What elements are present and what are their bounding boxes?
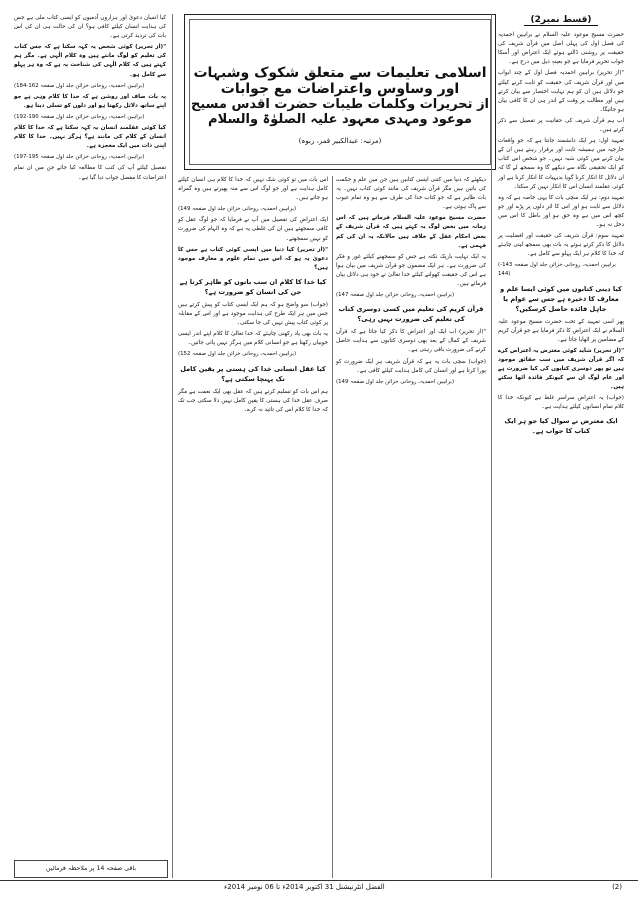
installment-text: (قسط نمبر2) — [524, 15, 597, 26]
section-heading: کیا عقل انسانی خدا کی ہستی پر یقین کامل تک پہنچا سکتی ہے؟ — [180, 364, 326, 383]
paragraph: حضرت مسیح موعود علیہ السلام فرماتے ہیں کہ اس زمانہ میں بعض لوگ یہ کہتے ہیں کہ قرآن شریف کے بعض احکام عقل کے خلاف ہیں حالانکہ یہ ان کی کم فہمی ہے۔ — [336, 215, 486, 249]
reference: (براہین احمدیہ، روحانی خزائن جلد اول صفحہ 152) — [178, 351, 297, 358]
paragraph: "(از تحریر) کوئی شخص یہ کہہ سکتا ہے کہ جس کتاب کی تعلیم کو لوگ مانتے ہیں وہ کلام الٰہی ہے۔ مگر ہم کہتے ہیں کہ کلام الٰہی کی شناخت یہ ہے کہ وہ ہر پہلو سے کامل ہو۔ — [14, 44, 166, 78]
paragraph: (جواب) سو واضح ہو کہ ہم ایک ایسی کتاب کو پیش کرتے ہیں جس میں ہر ایک طرح کی ہدایت موجود ہے اور اس کے مقابلہ پر کوئی کتاب پیش نہیں کی جا سکتی۔ — [178, 301, 328, 327]
column-3 — [178, 176, 328, 876]
column-divider — [172, 14, 173, 878]
paragraph: تمہید اول: ہر ایک دانشمند جانتا ہے کہ جو واقعات خارجیہ میں ہمیشہ ثابت اور برقرار رہتے ہیں ان کے بیان کرنے میں کوئی شبہ نہیں۔ جو شخص اس کتاب کو ایک تحقیقی نگاہ سے دیکھے گا وہ سمجھ لے گا کہ ان دلائل کا انکار کرنا گویا بدیہیات کا انکار کرنا ہے اور کوئی عقلمند انسان اس کا انکار نہیں کر سکتا۔ — [498, 138, 624, 190]
reference: (براہین احمدیہ، روحانی خزائن جلد اول صفحہ 190-192) — [14, 113, 145, 120]
paragraph: حضرت مسیح موعود علیہ السلام نے براہین احمدیہ کی فصل اول کی پہلی اصل میں قرآن شریف کی حقیقت پر روشنی ڈالتے ہوئے ایک اعتراض اور اُسکا جواب تحریر فرمایا ہے جو بعینہٖ ذیل میں درج ہے۔ — [498, 32, 624, 66]
reference: (براہین احمدیہ، روحانی خزائن جلد اول صفحہ 149) — [336, 378, 455, 385]
paragraph: یہ بات بھی یاد رکھنی چاہئے کہ خدا تعالیٰ کا کلام اپنے اندر ایسی خوبیاں رکھتا ہے جو انسانی کلام میں ہرگز نہیں پائی جاتیں۔ — [178, 331, 328, 347]
reference: (براہین احمدیہ، روحانی خزائن جلد اول صفحہ 143-144) — [498, 262, 616, 278]
paragraph: تمہید دوم: ہر ایک سچی بات کا یہی خاصہ ہے کہ وہ دلائل سے ثابت ہو اور اس کا اثر دلوں پر پڑے اور جو کچھ اس میں ہے وہ حق ہو اور باطل کا اس میں دخل نہ ہو۔ — [498, 194, 624, 228]
paragraph: اب ہم قرآن شریف کی حقانیت پر تفصیل سے ذکر کرتے ہیں۔ — [498, 117, 624, 134]
issue-date: الفضل انٹرنیشنل 31 اکتوبر 2014ء تا 06 نومبر 2014ء — [224, 883, 385, 891]
column-divider — [491, 14, 492, 878]
page-number: (2) — [612, 883, 622, 891]
paragraph: "(از تحریر) کیا دنیا میں ایسی کوئی کتاب ہے جس کا دعویٰ یہ ہو کہ اس میں تمام علوم و معارف موجود ہیں؟ — [178, 246, 328, 271]
paragraph: تمہید سوم: قرآن شریف کی حقیقت اور افضلیت پر دلائل کا ذکر کرتے ہوئے یہ بات بھی سمجھ لینی چاہئے کہ خدا کا کلام ہر ایک پہلو سے کامل ہے۔ — [498, 233, 624, 258]
paragraph: کیا کوئی عقلمند انسان یہ کہہ سکتا ہے کہ خدا کا کلام انسان کے کلام کی مانند ہے؟ ہرگز نہیں۔ خدا کا کلام اپنی ذات میں ایک معجزہ ہے۔ — [14, 125, 166, 150]
reference: (براہین احمدیہ، روحانی خزائن جلد اول صفحہ 162-184) — [14, 82, 145, 89]
section-heading: کیا خدا کا کلام ان سب باتوں کو ظاہر کرتا ہے جن کی انسان کو ضرورت ہے؟ — [179, 277, 327, 296]
paragraph: ایک اعتراض کی تفصیل میں آپ نے فرمایا کہ جو لوگ عقل کو کافی سمجھتے ہیں ان کی غلطی یہ ہے کہ وہ الہام کی ضرورت کو نہیں سمجھتے۔ — [178, 217, 328, 242]
paragraph: تفصیل کیلئے آپ کی کتب کا مطالعہ کیا جائے جن میں ان تمام اعتراضات کا مفصل جواب دیا گیا ہے۔ — [14, 165, 166, 181]
paragraph: اس بات میں تو کوئی شک نہیں کہ خدا کا کلام ہی انسان کیلئے کامل ہدایت ہے اور جو لوگ اس سے منہ پھیرتے ہیں وہ گمراہ ہو جاتے ہیں۔ — [178, 177, 328, 202]
paragraph: یہ ایک نہایت باریک نکتہ ہے جس کو سمجھنے کیلئے غور و فکر کی ضرورت ہے۔ ہر ایک مضمون جو قرآن شریف میں بیان ہوا ہے اس کی حقیقت کھولنے کیلئے خدا تعالیٰ نے خود ہی دلائل بیان فرمائے ہیں۔ — [336, 253, 486, 288]
paragraph: پھر اسی تمہید کے تحت حضرت مسیح موعود علیہ السلام نے ایک اعتراض کا ذکر فرمایا ہے جو قرآن کریم کے مضامین پر اٹھایا جاتا ہے۔ — [498, 318, 624, 343]
paragraph: (جواب) یہ اعتراض سراسر غلط ہے کیونکہ خدا کا کلام تمام انسانوں کیلئے ہدایت ہے۔ — [498, 395, 624, 411]
paragraph: کیا انسان دعویٰ اور ہزاروں آدمیوں کو ایسی کتاب ملی ہے جس کی ہدایت انسان کیلئے کافی ہو؟ ان کی حالت ہی ان کی اس بات کی تردید کرتی ہے۔ — [14, 15, 166, 40]
paragraph: دیکھئے کہ دنیا میں کتنی ایسی کتابیں ہیں جن میں علم و حکمت کی باتیں ہیں مگر قرآن شریف کی مانند کوئی کتاب نہیں۔ یہ بات ظاہر ہے کہ جو کتاب خدا کی طرف سے ہو وہ تمام عیوب سے پاک ہوتی ہے۔ — [336, 177, 486, 211]
paragraph: یہ بات صاف اور روشن ہے کہ خدا کا کلام وہی ہے جو اپنے ساتھ دلائل رکھتا ہو اور دلوں کو تسلی دیتا ہو۔ — [14, 93, 166, 109]
section-heading: ایک معترض نے سوال کیا جو ہر ایک کتاب کا جواب ہے۔ — [504, 417, 618, 436]
column-2 — [336, 176, 486, 876]
paragraph: "(از تحریر) اب ایک اور اعتراض کا ذکر کیا جاتا ہے کہ قرآن شریف کے کمال کے بعد بھی دوسری کتابوں سے ہدایت حاصل کرنے کی ضرورت باقی رہتی ہے۔ — [336, 329, 486, 354]
paragraph: ہم اس بات کو تسلیم کرتے ہیں کہ عقل بھی ایک نعمت ہے مگر صرف عقل خدا کی ہستی کا یقین کامل نہیں دلا سکتی جب تک کہ خدا کا کلام اس کی تائید نہ کرے۔ — [178, 388, 328, 413]
newspaper-page — [14, 14, 624, 878]
article-subtitle: از تحریرات وکلمات طیبات حضرت اقدس مسیح موعود ومہدی معہود علیہ الصلوٰۃ والسلام — [190, 97, 490, 127]
article-header — [184, 14, 496, 170]
column-1 — [498, 14, 624, 876]
installment-label — [498, 16, 624, 25]
page-footer — [0, 880, 638, 895]
continued-notice: باقی صفحہ 14 پر ملاحظہ فرمائیں — [14, 860, 168, 878]
reference: (براہین احمدیہ، روحانی خزائن جلد اول صفحہ 147) — [336, 292, 455, 299]
section-heading: قرآن کریم کی تعلیم میں کسی دوسری کتاب کی تعلیم کی ضرورت نہیں رہی؟ — [338, 305, 484, 324]
paragraph: "(از تحریر) براہین احمدیہ فصل اول کے چند ابواب میں اور قرآن شریف کی حقیقت کو ثابت کرنے کیلئے جو دلائل ہیں ان کو ہم نہایت اختصار سے بیان کرتے ہیں اور مطالب پر وقت کے اندر ہی ان کا کافی بیان ہو جائیگا۔ — [498, 70, 624, 113]
section-heading: کیا دینی کتابوں میں کوئی ایسا علم و معارف کا ذخیرہ ہے جس سے عوام یا جاہل فائدہ حاصل کرسکیں؟ — [500, 284, 622, 313]
paragraph: (جواب) سچی بات یہ ہے کہ قرآن شریف ہر ایک ضرورت کو پورا کرتا ہے اور انسان کی کامل ہدایت کیلئے کافی ہے۔ — [336, 358, 486, 374]
byline: (مرتبہ: عبدالکبیر قمر، ربوہ) — [298, 137, 382, 145]
paragraph: "(از تحریر) شاید کوئی معترض یہ اعتراض کرے کہ اگر قرآن شریف میں سب حقائق موجود ہیں تو پھر دوسری کتابوں کی کیا ضرورت ہے اور عام لوگ ان سے کیونکر فائدہ اٹھا سکتے ہیں۔ — [498, 347, 624, 391]
reference: (براہین احمدیہ، روحانی خزائن جلد اول صفحہ 195-197) — [14, 154, 145, 161]
reference: (براہین احمدیہ، روحانی خزائن جلد اول صفحہ 149) — [178, 206, 297, 213]
article-title: اسلامی تعلیمات سے متعلق شکوک وشبہات اور وساوس واعتراضات مع جوابات — [193, 65, 487, 97]
column-divider — [332, 176, 333, 878]
column-4 — [14, 14, 166, 856]
